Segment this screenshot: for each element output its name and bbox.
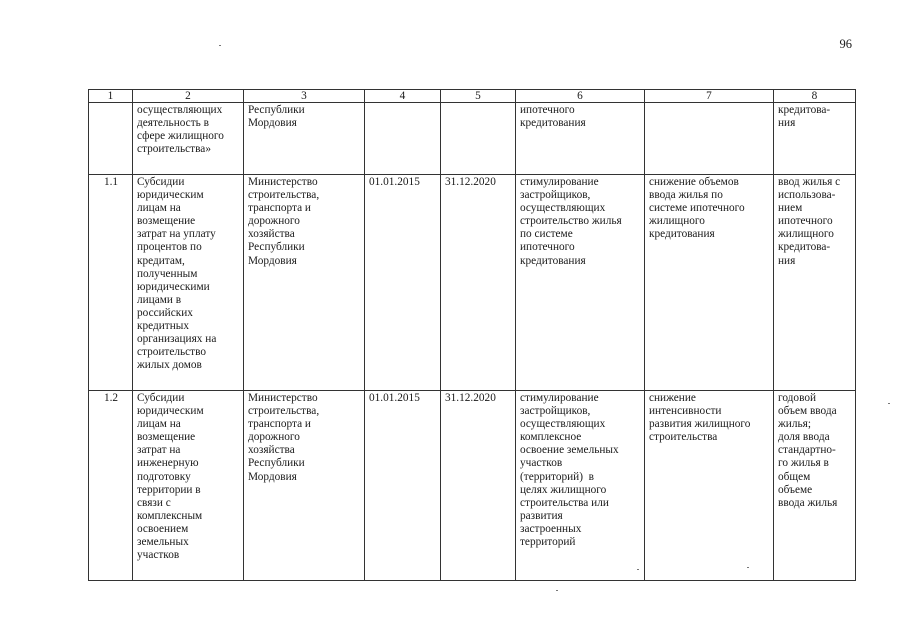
header-cell: 5 [441,90,516,103]
cell-line: Мордовия [248,254,297,267]
cell-line: жилья; [778,418,811,431]
table-row [89,391,856,581]
cell-line: осуществляющих [520,418,606,431]
cell-line: участков [137,549,180,562]
cell-line: кредитования [520,254,586,267]
cell-line: инженерную [137,457,199,470]
cell-result [516,103,645,175]
header-cell: 3 [244,90,365,103]
cell-line: го жилья в [778,457,829,470]
cell-line: ввода жилья [778,496,838,509]
cell-line: ипотечного [778,215,833,228]
header-cell: 4 [365,90,441,103]
cell-line: лицами в [137,293,182,306]
cell-line: связи с [137,496,171,509]
cell-consequence [645,175,774,391]
scan-speck [888,403,890,404]
cell-end-date: 31.12.2020 [441,175,516,391]
cell-line: использова- [778,189,836,202]
cell-line: застроенных [520,522,582,535]
header-cell: 8 [774,90,856,103]
cell-line: кредитования [649,228,715,241]
scan-speck [556,590,558,591]
cell-line: лицам на [137,418,181,431]
cell-line: комплексное [520,431,582,444]
cell-end-date [441,103,516,175]
cell-line: лицам на [137,202,181,215]
cell-indicator [774,391,856,581]
num-cell: 1.2 [89,391,133,581]
cell-line: объем ввода [778,405,837,418]
cell-line: комплексным [137,509,203,522]
header-cell: 6 [516,90,645,103]
cell-line: юридическим [137,189,204,202]
num-cell [89,103,133,175]
cell-event [133,175,244,391]
scan-speck [637,569,639,570]
cell-line: стимулирование [520,176,599,188]
cell-line: Министерство [248,392,318,404]
cell-start-date: 01.01.2015 [365,391,441,581]
cell-line: развития жилищного [649,418,751,431]
cell-line: ввода жилья по [649,189,723,202]
cell-line: годовой [778,392,817,404]
cell-line: возмещение [137,431,196,444]
cell-line: стандартно- [778,444,836,457]
cell-line: снижение [649,392,696,404]
cell-line: жилищного [778,228,834,241]
cell-line: территорий [520,536,576,549]
cell-line: строительства» [137,143,211,156]
cell-line: возмещение [137,215,196,228]
cell-line: осуществляющих [137,104,223,116]
cell-line: участков [520,457,563,470]
cell-line: Республики [248,104,305,116]
cell-line: деятельность в [137,117,209,130]
program-table [88,89,856,581]
cell-line: нием [778,202,803,215]
cell-line: территории в [137,483,201,496]
cell-line: сфере жилищного [137,130,224,143]
cell-line: общем [778,470,811,483]
cell-line: транспорта и [248,418,311,431]
cell-line: подготовку [137,470,191,483]
cell-line: Республики [248,241,305,254]
cell-line: транспорта и [248,202,311,215]
cell-end-date: 31.12.2020 [441,391,516,581]
cell-executor [244,391,365,581]
cell-line: строительство жилья [520,215,622,228]
header-cell: 7 [645,90,774,103]
cell-line: ипотечного [520,104,575,116]
table-row [89,175,856,391]
cell-line: кредитам, [137,254,185,267]
cell-executor [244,103,365,175]
cell-line: (территорий) в [520,470,594,483]
cell-line: земельных [137,536,189,549]
cell-line: затрат на [137,444,181,457]
cell-line: кредитных [137,320,190,333]
cell-result [516,391,645,581]
scan-speck [219,45,221,46]
cell-indicator [774,103,856,175]
cell-line: кредитова- [778,241,831,254]
cell-line: освоение земельных [520,444,619,457]
cell-line: ния [778,254,796,267]
cell-line: хозяйства [248,444,295,457]
cell-line: объеме [778,483,813,496]
cell-line: полученным [137,267,198,280]
cell-line: юридическими [137,280,210,293]
header-cell: 1 [89,90,133,103]
cell-line: жилых домов [137,359,202,372]
cell-line: строительства, [248,189,320,202]
continuation-row [89,103,856,175]
cell-line: строительства [649,431,718,444]
cell-line: дорожного [248,431,300,444]
cell-line: дорожного [248,215,300,228]
page-number: 96 [839,37,852,51]
cell-line: целях жилищного [520,483,607,496]
cell-start-date: 01.01.2015 [365,175,441,391]
cell-consequence [645,391,774,581]
cell-result [516,175,645,391]
cell-line: Мордовия [248,117,297,130]
cell-line: стимулирование [520,392,599,404]
cell-line: процентов по [137,241,202,254]
cell-line: Республики [248,457,305,470]
cell-line: юридическим [137,405,204,418]
cell-consequence [645,103,774,175]
num-cell: 1.1 [89,175,133,391]
cell-line: затрат на уплату [137,228,216,241]
cell-line: строительство [137,346,207,359]
cell-event [133,391,244,581]
cell-line: застройщиков, [520,189,591,202]
cell-line: Субсидии [137,392,185,404]
cell-line: хозяйства [248,228,295,241]
scan-speck [747,567,749,568]
cell-line: Мордовия [248,470,297,483]
cell-executor [244,175,365,391]
cell-line: строительства, [248,405,320,418]
cell-line: застройщиков, [520,405,591,418]
cell-event [133,103,244,175]
cell-line: кредитова- [778,104,831,116]
cell-line: жилищного [649,215,705,228]
cell-line: снижение объемов [649,176,739,188]
cell-line: осуществляющих [520,202,606,215]
cell-line: ввод жилья с [778,176,841,188]
cell-line: ния [778,117,796,130]
cell-line: строительства или [520,496,609,509]
cell-indicator [774,175,856,391]
cell-line: развития [520,509,563,522]
cell-line: российских [137,306,193,319]
cell-line: кредитования [520,117,586,130]
table-header-row [89,90,856,103]
cell-line: системе ипотечного [649,202,745,215]
cell-start-date [365,103,441,175]
cell-line: интенсивности [649,405,722,418]
cell-line: ипотечного [520,241,575,254]
header-cell: 2 [133,90,244,103]
cell-line: Министерство [248,176,318,188]
cell-line: Субсидии [137,176,185,188]
cell-line: по системе [520,228,573,241]
cell-line: организациях на [137,333,217,346]
cell-line: доля ввода [778,431,830,444]
cell-line: освоением [137,522,189,535]
